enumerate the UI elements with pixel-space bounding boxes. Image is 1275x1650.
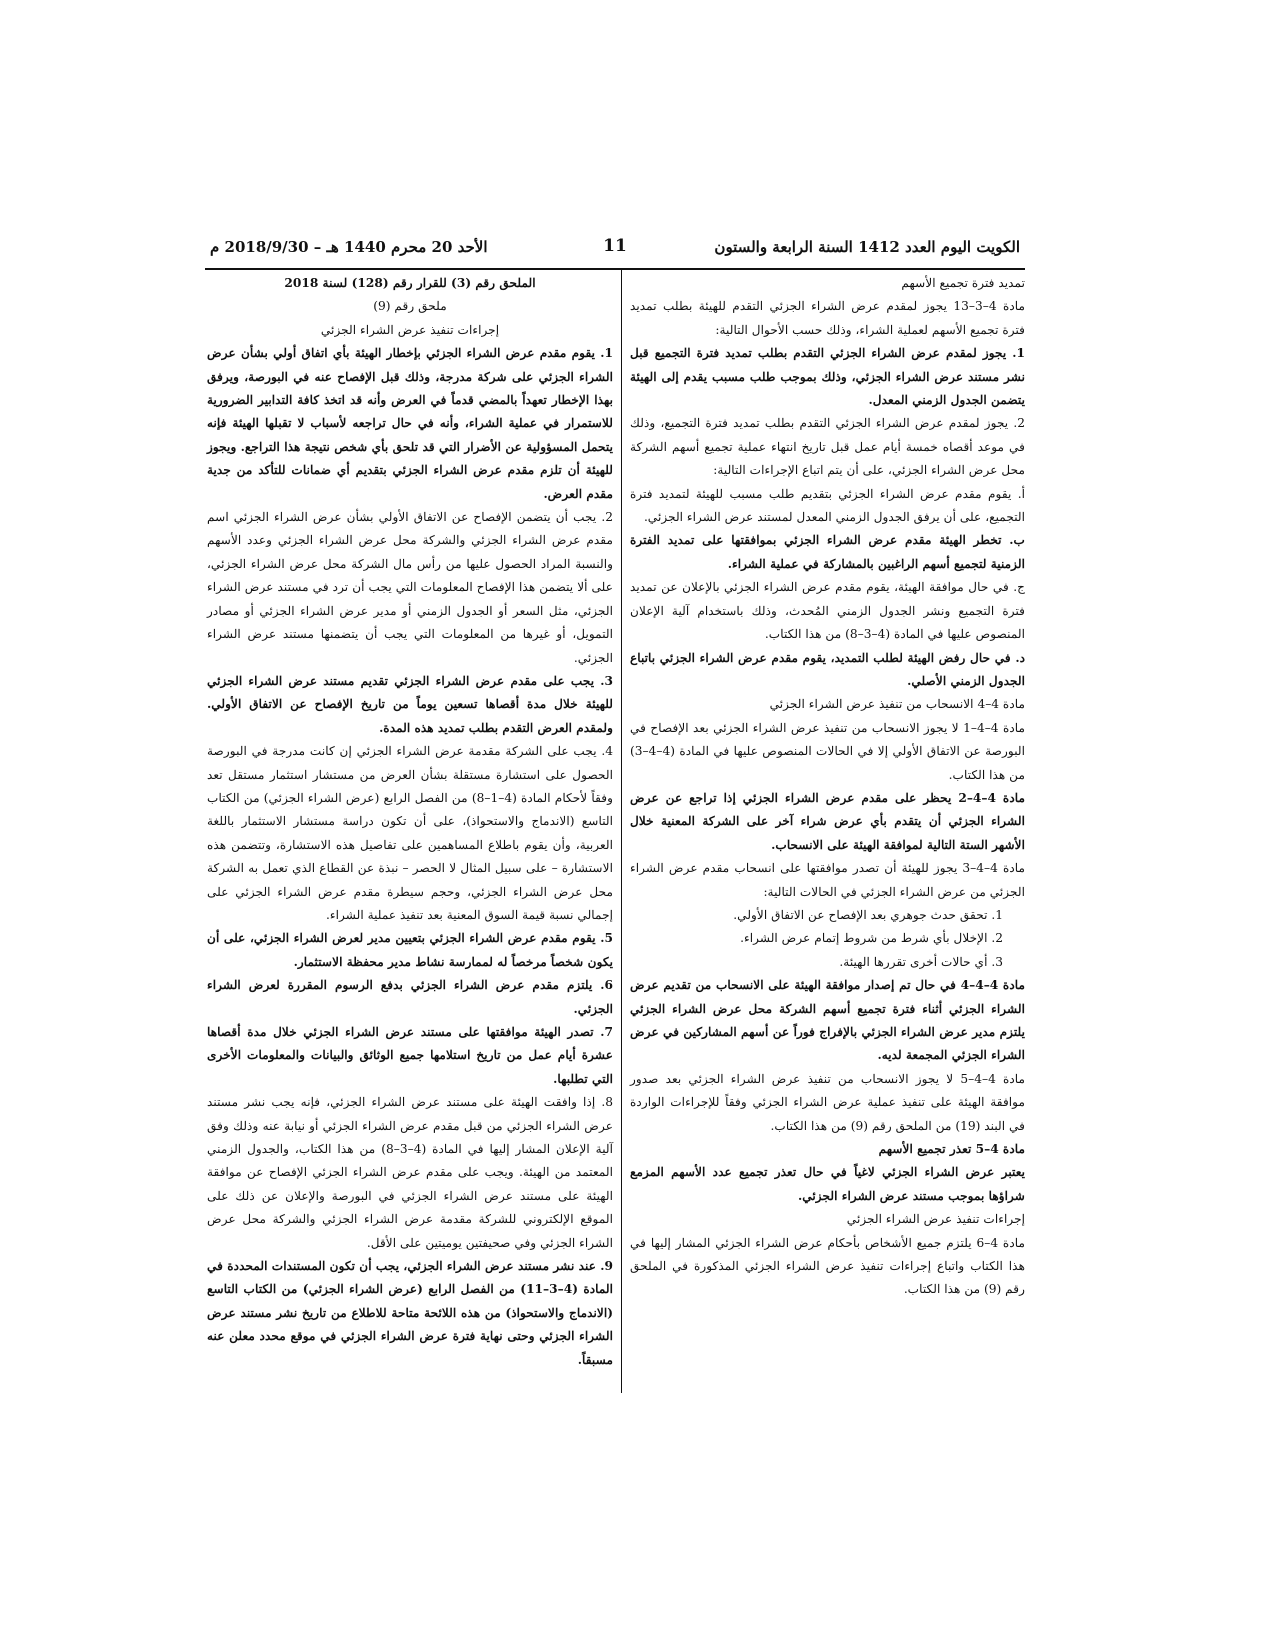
article-paragraph: مادة 4–4–5 لا يجوز الانسحاب من تنفيذ عرض الشراء الجزئي بعد صدور موافقة الهيئة على تنفيذ عملية عرض الشراء الجزئي وفقاً للإجراءات الواردة في البند (19) من الملحق رقم (9) من هذا الكتاب. <box>630 1071 1026 1133</box>
list-item: 5. يقوم مقدم عرض الشراء الجزئي بتعيين مدير لعرض الشراء الجزئي، على أن يكون شخصاً مرخصاً له لممارسة نشاط مدير محفظة الاستثمار. <box>207 931 613 969</box>
column-divider <box>621 268 622 1393</box>
list-item: 2. يجب أن يتضمن الإفصاح عن الاتفاق الأولي بشأن عرض الشراء الجزئي اسم مقدم عرض الشراء الجزئي والشركة محل عرض الشراء الجزئي وعدد الأسهم والنسبة المراد الحصول عليها من رأس مال الشركة محل عرض الشراء الجزئي، على ألا يتضمن هذا الإفصاح المعلومات التي يجب أن ترد في مستند عرض الشراء الجزئي، مثل السعر أو الجدول الزمني أو مدير عرض الشراء الجزئي أو مصادر التمويل، أو غيرها من المعلومات التي يجب أن يتضمنها مستند عرض الشراء الجزئي. <box>207 510 613 665</box>
section-heading: تمديد فترة تجميع الأسهم <box>901 276 1025 290</box>
left-column <box>207 272 613 1372</box>
right-column <box>630 272 1025 1302</box>
list-item: ب. تخطر الهيئة مقدم عرض الشراء الجزئي بموافقتها على تمديد الفترة الزمنية لتجميع أسهم الراغبين بالمشاركة في عملية الشراء. <box>630 533 1025 571</box>
section-heading: مادة 4–5 تعذر تجميع الأسهم <box>878 1142 1025 1157</box>
list-item: ج. في حال موافقة الهيئة، يقوم مقدم عرض الشراء الجزئي بالإعلان عن تمديد فترة التجميع ونشر الجدول الزمني المُحدث، وذلك باستخدام آلية الإعلان المنصوص عليها في المادة (4–3–8) من هذا الكتاب. <box>630 580 1025 642</box>
annex-number: ملحق رقم (9) <box>373 299 447 314</box>
list-item: د. في حال رفض الهيئة لطلب التمديد، يقوم مقدم عرض الشراء الجزئي باتباع الجدول الزمني الأصلي. <box>630 650 1025 688</box>
list-item: 3. يجب على مقدم عرض الشراء الجزئي تقديم مستند عرض الشراء الجزئي للهيئة خلال مدة أقصاها تسعين يوماً من تاريخ الإفصاح عن الاتفاق الأولي. ولمقدم العرض التقدم بطلب تمديد هذه المدة. <box>207 673 613 735</box>
list-item: 3. أي حالات أخرى تقررها الهيئة. <box>839 954 1003 969</box>
article-paragraph: مادة 4–6 يلتزم جميع الأشخاص بأحكام عرض الشراء الجزئي المشار إليها في هذا الكتاب واتباع إجراءات تنفيذ عرض الشراء الجزئي المذكورة في الملحق رقم (9) من هذا الكتاب. <box>630 1235 1025 1297</box>
list-item: أ. يقوم مقدم عرض الشراء الجزئي بتقديم طلب مسبب للهيئة لتمديد فترة التجميع، على أن يرفق الجدول الزمني المعدل لمستند عرض الشراء الجزئي. <box>630 486 1025 525</box>
list-item: 1. يجوز لمقدم عرض الشراء الجزئي التقدم بطلب تمديد فترة التجميع قبل نشر مستند عرض الشراء الجزئي، وذلك بموجب طلب مسبب يقدم إلى الهيئة يتضمن الجدول الزمني المعدل. <box>630 346 1025 408</box>
list-item: 7. تصدر الهيئة موافقتها على مستند عرض الشراء الجزئي خلال مدة أقصاها عشرة أيام عمل من تاريخ استلامها جميع الوثائق والبيانات والمعلومات الأخرى التي تطلبها. <box>207 1025 613 1086</box>
annex-title: الملحق رقم (3) للقرار رقم (128) لسنة 2018 <box>284 276 536 290</box>
article-paragraph: مادة 4–3–13 يجوز لمقدم عرض الشراء الجزئي التقدم للهيئة بطلب تمديد فترة تجميع الأسهم لعملية الشراء، وذلك حسب الأحوال التالية: <box>630 299 1025 337</box>
list-item: 1. يقوم مقدم عرض الشراء الجزئي بإخطار الهيئة بأي اتفاق أولي بشأن عرض الشراء الجزئي على شركة مدرجة، وذلك قبل الإفصاح عنه في البورصة، ويرفق بهذا الإخطار تعهداً بالمضي قدماً في العرض وأنه قد اتخذ كافة التدابير الضرورية للاستمرار في عملية الشراء، وأنه في حال تراجعه لأسباب لا تقبلها الهيئة فإنه يتحمل المسؤولية عن الأضرار التي قد تلحق بأي شخص نتيجة هذا التراجع. ويجوز للهيئة أن تلزم مقدم عرض الشراء الجزئي بتقديم أي ضمانات للتأكد من جدية مقدم العرض. <box>207 346 613 501</box>
list-item: 1. تحقق حدث جوهري بعد الإفصاح عن الاتفاق الأولي. <box>733 907 1003 922</box>
list-item: 2. الإخلال بأي شرط من شروط إتمام عرض الشراء. <box>740 931 1003 946</box>
page-header <box>210 238 1020 264</box>
list-item: 9. عند نشر مستند عرض الشراء الجزئي، يجب أن تكون المستندات المحددة في المادة (4–3–11) من الفصل الرابع (عرض الشراء الجزئي) من الكتاب التاسع (الاندماج والاستحواذ) من هذه اللائحة متاحة للاطلاع من تاريخ نشر مستند عرض الشراء الجزئي وحتى نهاية فترة عرض الشراء الجزئي في موقع محدد معلن عنه مسبقاً. <box>207 1259 613 1367</box>
annex-subtitle: إجراءات تنفيذ عرض الشراء الجزئي <box>320 322 500 337</box>
article-paragraph: يعتبر عرض الشراء الجزئي لاغياً في حال تعذر تجميع عدد الأسهم المزمع شراؤها بموجب مستند عرض الشراء الجزئي. <box>630 1165 1025 1203</box>
header-date: الأحد 20 محرم 1440 هـ – 2018/9/30 م <box>210 238 488 256</box>
page-number: 11 <box>603 236 627 256</box>
header-publication: الكويت اليوم العدد 1412 السنة الرابعة والستون <box>714 238 1020 256</box>
list-item: 8. إذا وافقت الهيئة على مستند عرض الشراء الجزئي، فإنه يجب نشر مستند عرض الشراء الجزئي من قبل مقدم عرض الشراء الجزئي أو نيابة عنه وذلك وفق آلية الإعلان المشار إليها في المادة (4–3–8) من هذا الكتاب، والجدول الزمني المعتمد من الهيئة. ويجب على مقدم عرض الشراء الجزئي الإفصاح عن موافقة الهيئة على مستند عرض الشراء الجزئي في البورصة والإعلان عن ذلك على الموقع الإلكتروني للشركة مقدمة عرض الشراء الجزئي والشركة محل عرض الشراء الجزئي وفي صحيفتين يوميتين على الأقل. <box>207 1095 613 1250</box>
list-item: 6. يلتزم مقدم عرض الشراء الجزئي بدفع الرسوم المقررة لعرض الشراء الجزئي. <box>207 978 613 1016</box>
section-heading: مادة 4–4 الانسحاب من تنفيذ عرض الشراء الجزئي <box>769 697 1025 712</box>
article-paragraph: مادة 4–4–4 في حال تم إصدار موافقة الهيئة على الانسحاب من تقديم عرض الشراء الجزئي أثناء فترة تجميع أسهم الشركة محل عرض الشراء الجزئي يلتزم مدير عرض الشراء الجزئي بالإفراج فوراً عن أسهم المشاركين في عرض الشراء الجزئي المجمعة لديه. <box>630 978 1025 1063</box>
header-rule <box>205 268 1025 270</box>
article-paragraph: مادة 4–4–1 لا يجوز الانسحاب من تنفيذ عرض الشراء الجزئي بعد الإفصاح في البورصة عن الاتفاق الأولي إلا في الحالات المنصوص عليها في المادة (4–4–3) من هذا الكتاب. <box>630 720 1025 782</box>
section-heading: إجراءات تنفيذ عرض الشراء الجزئي <box>846 1212 1025 1227</box>
list-item: 4. يجب على الشركة مقدمة عرض الشراء الجزئي إن كانت مدرجة في البورصة الحصول على استشارة مستقلة بشأن العرض من مستشار استثمار مستقل تعد وفقاً لأحكام المادة (4–1–8) من الفصل الرابع (عرض الشراء الجزئي) من الكتاب التاسع (الاندماج والاستحواذ)، على أن تكون دراسة مستشار الاستثمار باللغة العربية، وأن يقوم باطلاع المساهمين على تفاصيل هذه الاستشارة، وتتضمن هذه الاستشارة – على سبيل المثال لا الحصر – نبذة عن القطاع الذي تعمل به الشركة محل عرض الشراء الجزئي، وحجم سيطرة مقدم عرض الشراء الجزئي على إجمالي نسبة قيمة السوق المعنية بعد تنفيذ عملية الشراء. <box>207 744 613 922</box>
article-paragraph: مادة 4–4–3 يجوز للهيئة أن تصدر موافقتها على انسحاب مقدم عرض الشراء الجزئي من عرض الشراء الجزئي في الحالات التالية: <box>630 861 1026 899</box>
article-paragraph: مادة 4–4–2 يحظر على مقدم عرض الشراء الجزئي إذا تراجع عن عرض الشراء الجزئي أن يتقدم بأي عرض شراء آخر على الشركة المعنية خلال الأشهر الستة التالية لموافقة الهيئة على الانسحاب. <box>630 790 1025 852</box>
list-item: 2. يجوز لمقدم عرض الشراء الجزئي التقدم بطلب تمديد فترة التجميع، وذلك في موعد أقصاه خمسة أيام عمل قبل تاريخ انتهاء عملية تجميع أسهم الشركة محل عرض الشراء الجزئي، على أن يتم اتباع الإجراءات التالية: <box>630 416 1025 478</box>
